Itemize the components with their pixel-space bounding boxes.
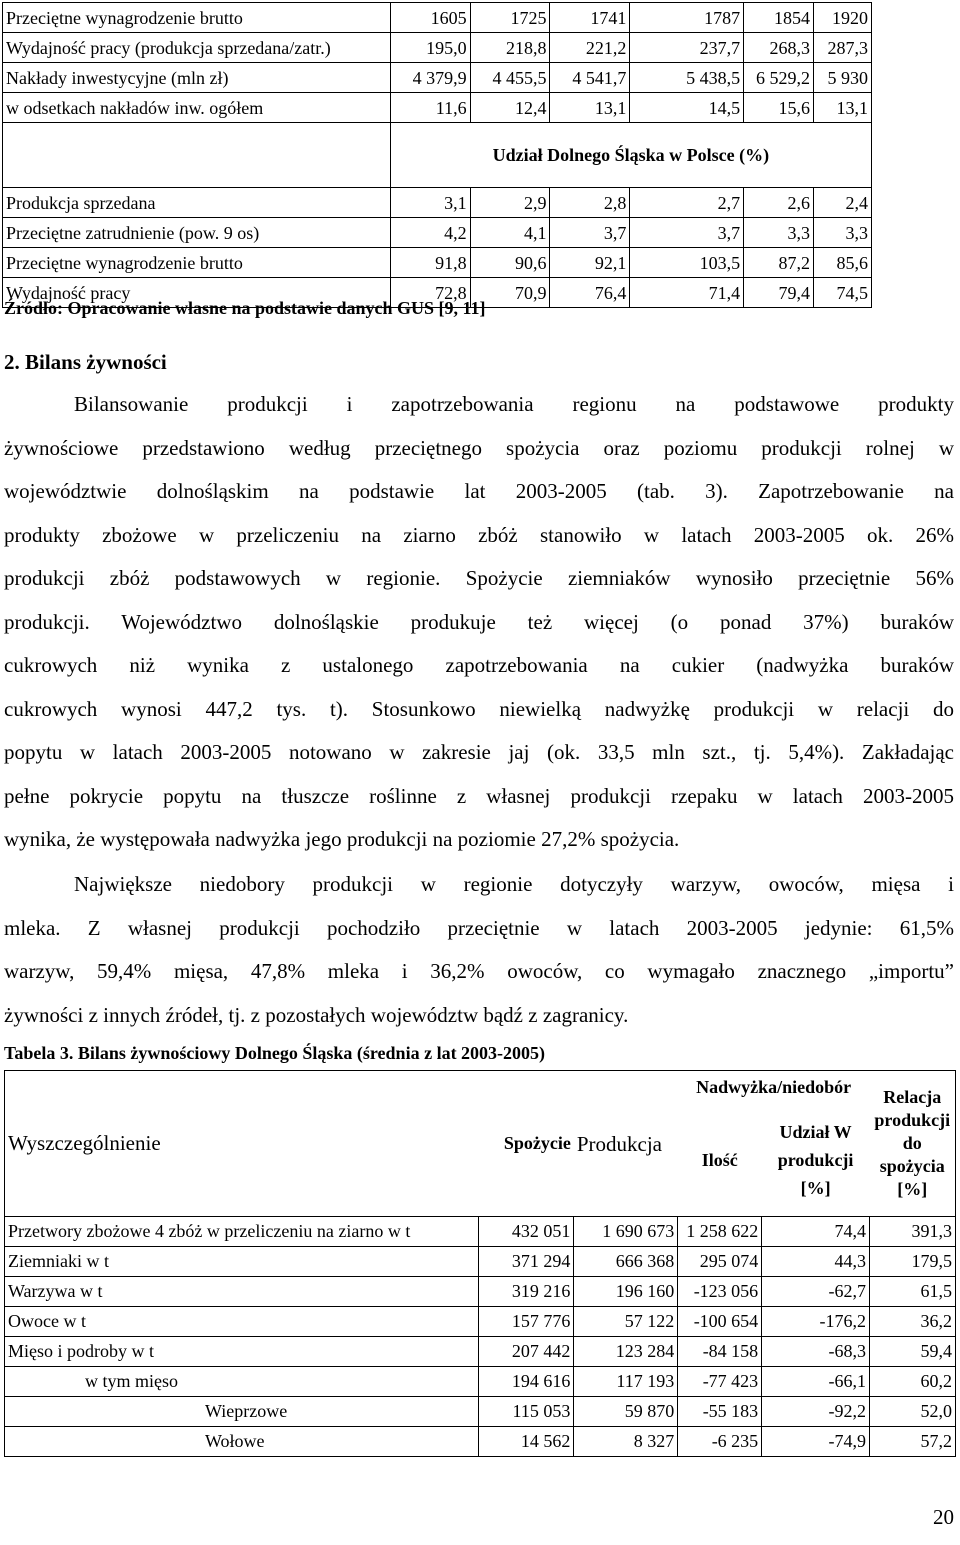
table-cell: 11,6 (390, 93, 470, 123)
table-cell: 87,2 (744, 248, 814, 278)
table-cell: 295 074 (678, 1247, 762, 1277)
table-cell: -77 423 (678, 1367, 762, 1397)
text-line: żywności z innych źródeł, tj. z pozostałych województw bądź z zagranicy. (4, 1002, 629, 1027)
table-cell: 207 442 (478, 1337, 574, 1367)
table-cell: 666 368 (574, 1247, 678, 1277)
text-line: produkcji zbóż podstawowych w regionie. Spożycie ziemniaków wynosiło przeciętnie 56% (4, 566, 954, 590)
table-cell: 3,3 (744, 218, 814, 248)
table-cell: 3,7 (630, 218, 744, 248)
table-cell: 2,9 (470, 188, 550, 218)
table-cell: 91,8 (390, 248, 470, 278)
statistics-table (2, 2, 872, 308)
row-label: Warzywa w t (5, 1277, 479, 1307)
table-cell: 4 541,7 (550, 63, 630, 93)
table-cell: 1741 (550, 3, 630, 33)
table-cell: 1 690 673 (574, 1217, 678, 1247)
row-label: Wołowe (5, 1427, 479, 1457)
row-label: Ziemniaki w t (5, 1247, 479, 1277)
row-label: w odsetkach nakładów inw. ogółem (3, 93, 391, 123)
table-cell: 72,8 (390, 278, 470, 308)
row-label: Przeciętne wynagrodzenie brutto (3, 248, 391, 278)
table-cell: -62,7 (762, 1277, 870, 1307)
paragraph-2 (4, 863, 954, 1037)
table-cell: 221,2 (550, 33, 630, 63)
table-cell: 1 258 622 (678, 1217, 762, 1247)
table-row (5, 1307, 956, 1337)
row-label: Mięso i podroby w t (5, 1337, 479, 1367)
table-cell: 13,1 (814, 93, 872, 123)
table-cell: 44,3 (762, 1247, 870, 1277)
table-cell: 74,4 (762, 1217, 870, 1247)
row-label: Przetwory zbożowe 4 zbóż w przeliczeniu na ziarno w t (5, 1217, 479, 1247)
table-row (5, 1217, 956, 1247)
table-cell: 79,4 (744, 278, 814, 308)
table-cell: 123 284 (574, 1337, 678, 1367)
section-heading-row (3, 123, 872, 188)
text-line: mleka. Z własnej produkcji pochodziło przeciętnie w latach 2003-2005 jedynie: 61,5% (4, 915, 954, 940)
table-cell: 71,4 (630, 278, 744, 308)
table-row (5, 1397, 956, 1427)
table-cell: 61,5 (869, 1277, 955, 1307)
header-amount: Ilość (678, 1105, 762, 1217)
table-cell: 268,3 (744, 33, 814, 63)
table-cell: -123 056 (678, 1277, 762, 1307)
text-line: produkty zbożowe w przeliczeniu na ziarno zbóż stanowiło w latach 2003-2005 ok. 26% (4, 522, 954, 547)
table-cell: -6 235 (678, 1427, 762, 1457)
table-cell: 14,5 (630, 93, 744, 123)
table-cell: 60,2 (869, 1367, 955, 1397)
table-cell: 74,5 (814, 278, 872, 308)
table-cell: 4 455,5 (470, 63, 550, 93)
table-cell: 52,0 (869, 1397, 955, 1427)
row-label: Przeciętne zatrudnienie (pow. 9 os) (3, 218, 391, 248)
table-cell: 4,2 (390, 218, 470, 248)
table-cell: 2,7 (630, 188, 744, 218)
header-share: Udział W produkcji [%] (762, 1105, 870, 1217)
table-cell: 371 294 (478, 1247, 574, 1277)
table-cell: 59 870 (574, 1397, 678, 1427)
statistics-table-rows-a (3, 3, 872, 123)
header-ratio: Relacja produkcji do spożycia [%] (869, 1071, 955, 1217)
paragraph-1 (4, 383, 954, 862)
table-cell: -92,2 (762, 1397, 870, 1427)
table-cell: 115 053 (478, 1397, 574, 1427)
table-cell: 57 122 (574, 1307, 678, 1337)
table-cell: -55 183 (678, 1397, 762, 1427)
header-production: Produkcja (574, 1071, 678, 1217)
section-heading: Udział Dolnego Śląska w Polsce (%) (390, 123, 871, 188)
text-line: warzyw, 59,4% mięsa, 47,8% mleka i 36,2% owoców, co wymagało znacznego „importu” (4, 959, 954, 983)
text-line: produkcji. Województwo dolnośląskie produkuje też więcej (o ponad 37%) buraków (4, 609, 954, 634)
table-cell: -100 654 (678, 1307, 762, 1337)
table-cell: 2,6 (744, 188, 814, 218)
text-line: popytu w latach 2003-2005 notowano w zakresie jaj (ok. 33,5 mln szt., tj. 5,4%). Zakładając (4, 740, 954, 764)
table-cell: 2,8 (550, 188, 630, 218)
table-row (3, 248, 872, 278)
table-row (3, 188, 872, 218)
table-cell: 5 438,5 (630, 63, 744, 93)
table-cell: 3,7 (550, 218, 630, 248)
table-cell: 15,6 (744, 93, 814, 123)
header-surplus-group: Nadwyżka/niedobór (678, 1071, 870, 1105)
text-line: żywnościowe przedstawiono według przeciętnego spożycia oraz poziomu produkcji rolnej w (4, 435, 954, 460)
table-cell: 92,1 (550, 248, 630, 278)
row-label: Nakłady inwestycyjne (mln zł) (3, 63, 391, 93)
table-cell: 1854 (744, 3, 814, 33)
table-cell: 391,3 (869, 1217, 955, 1247)
page-number: 20 (933, 1505, 954, 1529)
source-note: Źródło: Opracowanie własne na podstawie danych GUS [9, 11] (4, 298, 486, 318)
table-row (3, 218, 872, 248)
table-cell: 117 193 (574, 1367, 678, 1397)
text-line: Bilansowanie produkcji i zapotrzebowania regionu na podstawowe produkty (74, 392, 954, 416)
food-balance-rows (5, 1217, 956, 1457)
table-cell: 2,4 (814, 188, 872, 218)
text-line: cukrowych niż wynika z ustalonego zapotrzebowania na cukier (nadwyżka buraków (4, 653, 954, 677)
table-cell: 57,2 (869, 1427, 955, 1457)
table-cell: 5 930 (814, 63, 872, 93)
table-cell: 36,2 (869, 1307, 955, 1337)
table-cell: 237,7 (630, 33, 744, 63)
row-label: Wieprzowe (5, 1397, 479, 1427)
table-cell: 59,4 (869, 1337, 955, 1367)
table-cell: 1605 (390, 3, 470, 33)
table-row (5, 1247, 956, 1277)
table-cell: 195,0 (390, 33, 470, 63)
table-row (3, 93, 872, 123)
row-label: Wydajność pracy (produkcja sprzedana/zatr.) (3, 33, 391, 63)
table-row (5, 1277, 956, 1307)
table-cell: 432 051 (478, 1217, 574, 1247)
table-cell: 4,1 (470, 218, 550, 248)
table-cell: -84 158 (678, 1337, 762, 1367)
table-cell: 90,6 (470, 248, 550, 278)
table-cell: 8 327 (574, 1427, 678, 1457)
table-cell: 218,8 (470, 33, 550, 63)
header-consumption: Spożycie (478, 1071, 574, 1217)
table-row (3, 3, 872, 33)
text-line: Największe niedobory produkcji w regionie dotyczyły warzyw, owoców, mięsa i (74, 872, 954, 896)
table-cell: 3,3 (814, 218, 872, 248)
text-line: cukrowych wynosi 447,2 tys. t). Stosunkowo niewielką nadwyżkę produkcji w relacji do (4, 696, 954, 721)
header-row-1 (5, 1071, 956, 1105)
table-cell: -176,2 (762, 1307, 870, 1337)
text-line: pełne pokrycie popytu na tłuszcze roślinne z własnej produkcji rzepaku w latach 2003-2005 (4, 783, 954, 808)
table-cell: 4 379,9 (390, 63, 470, 93)
table-cell: 76,4 (550, 278, 630, 308)
table-cell: 13,1 (550, 93, 630, 123)
table-cell: 3,1 (390, 188, 470, 218)
table-cell: 179,5 (869, 1247, 955, 1277)
table-cell: 1920 (814, 3, 872, 33)
text-line: województwie dolnośląskim na podstawie lat 2003-2005 (tab. 3). Zapotrzebowanie na (4, 479, 954, 503)
table-row (5, 1367, 956, 1397)
table-cell: 287,3 (814, 33, 872, 63)
table-cell: 85,6 (814, 248, 872, 278)
table-row (5, 1337, 956, 1367)
header-item: Wyszczególnienie (5, 1071, 479, 1217)
row-label: Przeciętne wynagrodzenie brutto (3, 3, 391, 33)
table-cell: 196 160 (574, 1277, 678, 1307)
table-cell: 12,4 (470, 93, 550, 123)
table-row (5, 1427, 956, 1457)
row-label: w tym mięso (5, 1367, 479, 1397)
section-title: 2. Bilans żywności (4, 350, 167, 374)
table-cell: -68,3 (762, 1337, 870, 1367)
table-row (3, 33, 872, 63)
table-caption: Tabela 3. Bilans żywnościowy Dolnego Śląska (średnia z lat 2003-2005) (4, 1043, 546, 1063)
table-cell: 157 776 (478, 1307, 574, 1337)
table-cell: -66,1 (762, 1367, 870, 1397)
table-cell: -74,9 (762, 1427, 870, 1457)
table-cell: 319 216 (478, 1277, 574, 1307)
table-cell: 103,5 (630, 248, 744, 278)
table-cell: 70,9 (470, 278, 550, 308)
row-label: Owoce w t (5, 1307, 479, 1337)
table-row (3, 63, 872, 93)
table-cell: 1787 (630, 3, 744, 33)
table-cell: 194 616 (478, 1367, 574, 1397)
text-line: wynika, że występowała nadwyżka jego produkcji na poziomie 27,2% spożycia. (4, 827, 680, 851)
empty-cell (3, 123, 391, 188)
row-label: Wydajność pracy (3, 278, 391, 308)
row-label: Produkcja sprzedana (3, 188, 391, 218)
food-balance-table (4, 1070, 956, 1457)
statistics-table-rows-b (3, 188, 872, 308)
table-cell: 14 562 (478, 1427, 574, 1457)
statistics-table-section (3, 123, 872, 188)
table-cell: 1725 (470, 3, 550, 33)
table-cell: 6 529,2 (744, 63, 814, 93)
